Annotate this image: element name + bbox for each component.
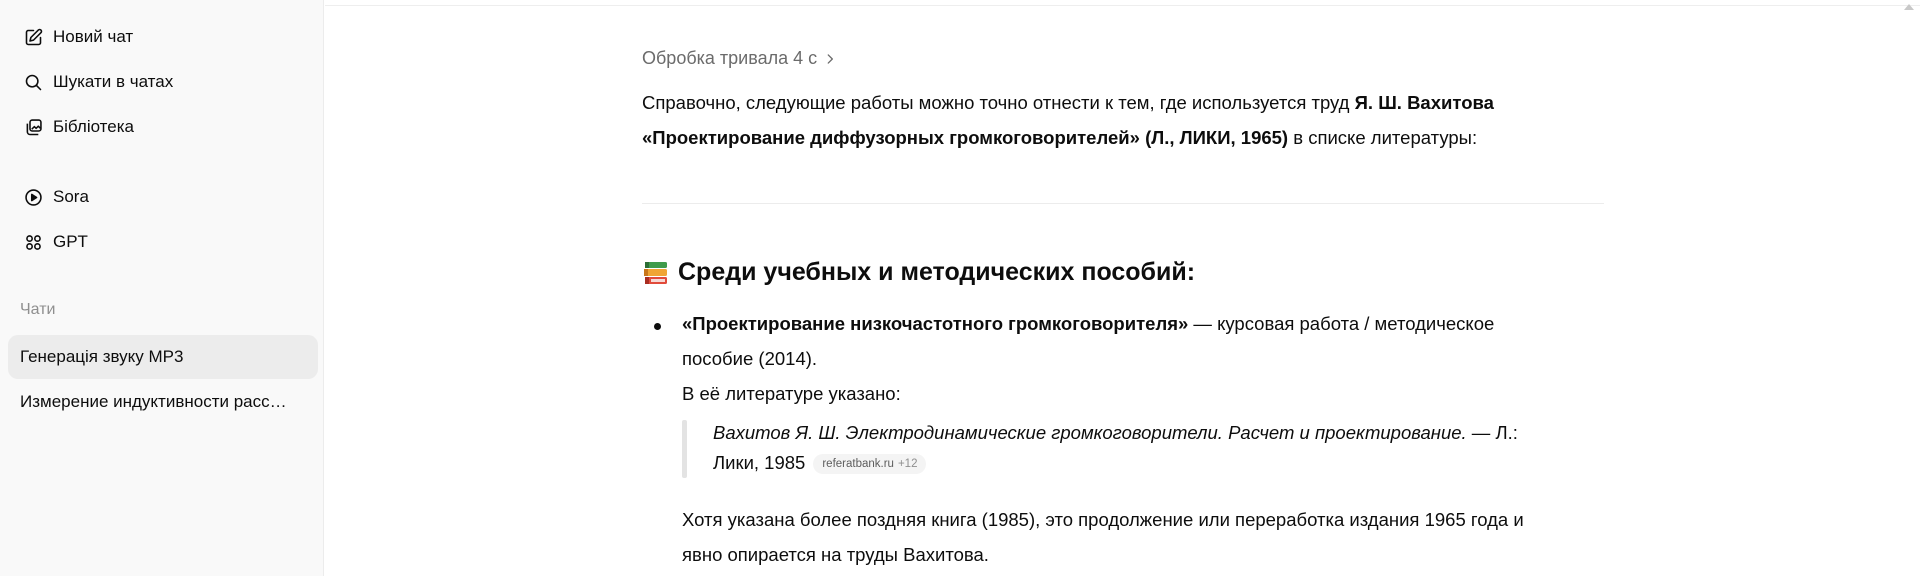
library-button[interactable] bbox=[8, 108, 318, 146]
chat-item-active[interactable] bbox=[8, 335, 318, 379]
library-icon bbox=[22, 116, 44, 138]
header-divider bbox=[325, 5, 1920, 6]
chevron-right-icon bbox=[823, 52, 837, 66]
author-name: Я. Ш. Вахитова bbox=[1354, 92, 1494, 113]
new-chat-button[interactable] bbox=[8, 18, 318, 56]
quote-citation: Вахитов Я. Ш. Электродинамические громкоговорители. Расчет и проектирование. bbox=[713, 422, 1467, 443]
new-chat-icon bbox=[22, 26, 44, 48]
followup-paragraph bbox=[682, 502, 1602, 572]
sora-label: Sora bbox=[53, 187, 89, 206]
chats-section-label: Чати bbox=[20, 301, 56, 318]
blockquote bbox=[713, 418, 1593, 478]
gpt-label: GPT bbox=[53, 232, 88, 251]
search-icon bbox=[22, 71, 44, 93]
thinking-duration-toggle[interactable] bbox=[642, 48, 837, 69]
conversation-area bbox=[325, 0, 1920, 576]
intro-text-end: в списке литературы: bbox=[1288, 127, 1478, 148]
quote-tail: — Л.: bbox=[1466, 422, 1518, 443]
book-title: «Проектирование диффузорных громкоговорителей» (Л., ЛИКИ, 1965) bbox=[642, 127, 1289, 148]
section-heading bbox=[642, 258, 1195, 287]
intro-paragraph bbox=[642, 85, 1602, 155]
source-chip[interactable] bbox=[813, 454, 926, 474]
item-text: — курсовая работа / методическое bbox=[1188, 313, 1495, 334]
thinking-label: Обробка тривала 4 с bbox=[642, 48, 818, 68]
followup-line1: Хотя указана более поздняя книга (1985), это продолжение или переработка издания 1965 года и bbox=[682, 509, 1524, 530]
list-bullet bbox=[654, 323, 661, 330]
list-item bbox=[682, 306, 1602, 411]
chat-item[interactable] bbox=[8, 380, 318, 424]
play-circle-icon bbox=[22, 186, 44, 208]
library-label: Бібліотека bbox=[53, 117, 134, 136]
search-chats-label: Шукати в чатах bbox=[53, 72, 174, 91]
item-title: «Проектирование низкочастотного громкоговорителя» bbox=[682, 313, 1189, 334]
blockquote-bar bbox=[682, 420, 687, 478]
grid-icon bbox=[22, 231, 44, 253]
section-divider bbox=[642, 203, 1604, 204]
books-icon bbox=[642, 259, 670, 287]
intro-text: Справочно, следующие работы можно точно отнести к тем, где используется труд bbox=[642, 92, 1355, 113]
search-chats-button[interactable] bbox=[8, 63, 318, 101]
followup-line2: явно опирается на труды Вахитова. bbox=[682, 544, 989, 565]
gpt-button[interactable] bbox=[8, 223, 318, 261]
sidebar bbox=[0, 0, 324, 576]
source-more-count: +12 bbox=[897, 458, 918, 470]
heading-text: Среди учебных и методических пособий: bbox=[678, 258, 1196, 286]
item-text-line3: В её литературе указано: bbox=[682, 383, 901, 404]
item-text-line2: пособие (2014). bbox=[682, 348, 818, 369]
chat-item-label: Генерація звуку MP3 bbox=[20, 347, 184, 366]
sora-button[interactable] bbox=[8, 178, 318, 216]
scroll-up-arrow-icon[interactable] bbox=[1904, 4, 1914, 10]
source-domain: referatbank.ru bbox=[822, 458, 894, 470]
new-chat-label: Новий чат bbox=[53, 27, 134, 46]
chat-item-label: Измерение индуктивности расс… bbox=[20, 392, 287, 411]
quote-line2: Лики, 1985 bbox=[713, 452, 806, 473]
